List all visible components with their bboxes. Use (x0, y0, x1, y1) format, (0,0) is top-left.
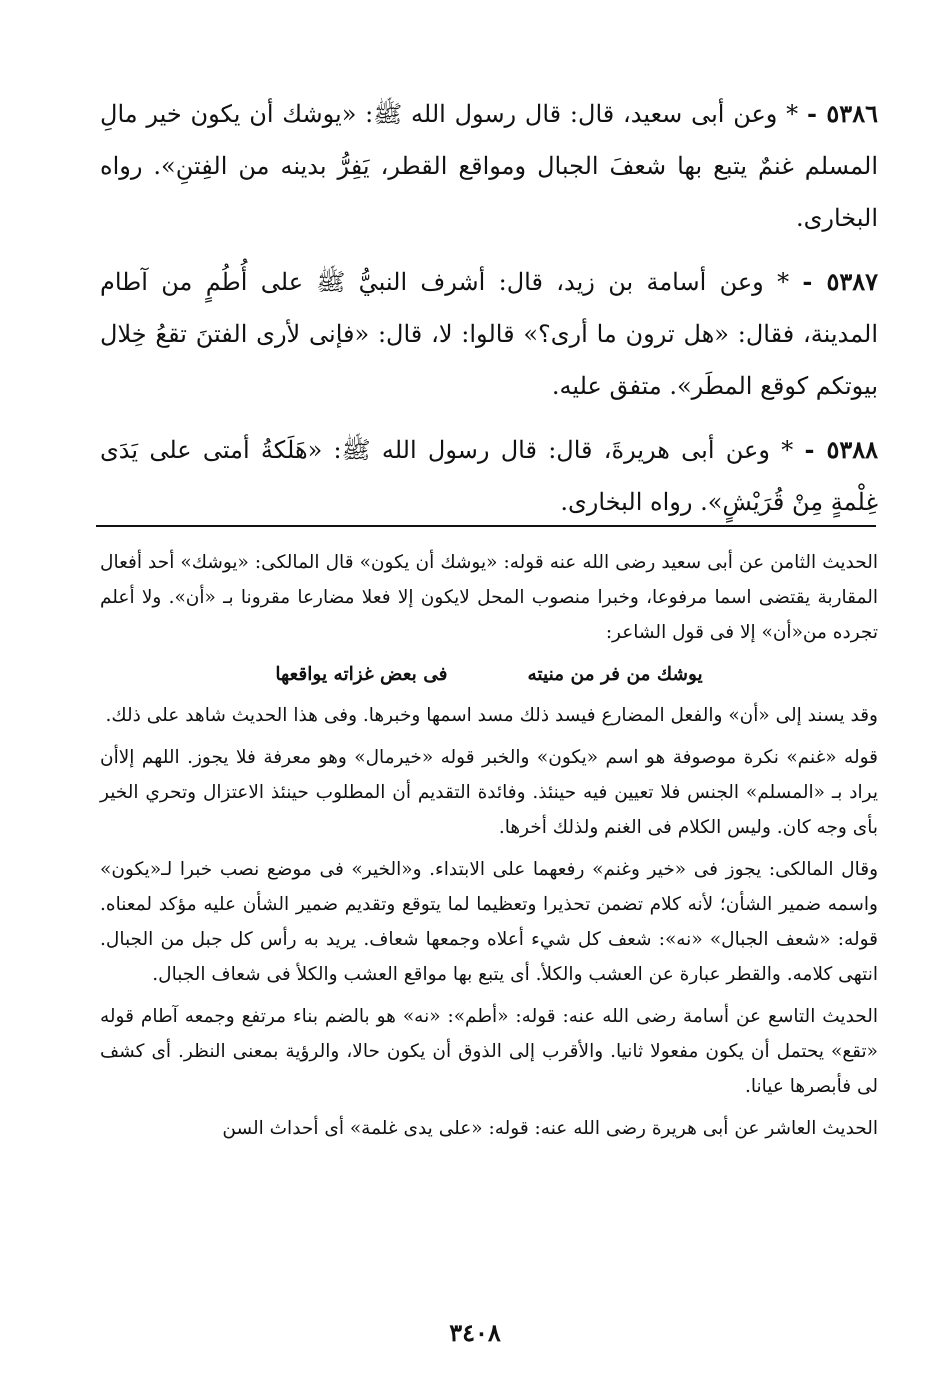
commentary-section (100, 545, 878, 1153)
hadith-body: * وعن أبى سعيد، قال: قال رسول الله ﷺ: «يوشك أن يكون خير مالِ المسلم غنمٌ يتبع بها شعفَ الجبال ومواقع القطر، يَفِرُّ بدينه من الفِتنِ». رواه البخارى. (100, 100, 878, 232)
hadith-number: ٥٣٨٧ - (802, 267, 878, 296)
commentary-paragraph: وقال المالكى: يجوز فى «خير وغنم» رفعهما على الابتداء. و«الخير» فى موضع نصب خبرا لـ«يكون» واسمه ضمير الشأن؛ لأنه كلام تضمن تحذيرا وتعظيما لما يتوقع وتقديم ضمير الشأن عليه مؤكد لمعناه. قوله: «شعف الجبال» «نه»: شعف كل شيء أعلاه وجمعها شعاف. يريد به رأس كل جبل من الجبال. انتهى كلامه. والقطر عبارة عن العشب والكلأ. أى يتبع بها مواقع العشب والكلأ فى شعاف الجبال. (100, 859, 879, 985)
section-divider (96, 525, 876, 527)
page-number: ٣٤٠٨ (449, 1318, 501, 1347)
commentary-paragraph: الحديث العاشر عن أبى هريرة رضى الله عنه: قوله: «على يدى غلمة» أى أحداث السن (222, 1118, 878, 1139)
commentary-paragraph: الحديث التاسع عن أسامة رضى الله عنه: قوله: «أطم»: «نه» هو بالضم بناء مرتفع وجمعه آطام قوله «تقع» يحتمل أن يكون مفعولا ثانيا. والأقرب إلى الذوق أن يكون حالا، والرؤية بمعنى النظر. أى كشف لى فأبصرها عيانا. (100, 1006, 878, 1097)
hadith-text-section (100, 88, 878, 540)
commentary-paragraph: الحديث الثامن عن أبى سعيد رضى الله عنه قوله: «يوشك أن يكون» قال المالكى: «يوشك» أحد أفعال المقاربة يقتضى اسما مرفوعا، وخبرا منصوب المحل لايكون إلا فعلا مضارعا مقرونا بـ «أن». ولا أعلم تجرده من«أن» إلا فى قول الشاعر: (100, 552, 878, 643)
hadith-5388 (100, 424, 878, 528)
hadith-5387 (100, 256, 878, 412)
hadith-body: * وعن أبى هريرةَ، قال: قال رسول الله ﷺ: «هَلَكةُ أمتى على يَدَى غِلْمةٍ مِنْ قُرَيْشٍ». رواه البخارى. (100, 436, 878, 516)
hadith-number: ٥٣٨٨ - (804, 435, 878, 464)
hadith-5386 (100, 88, 878, 244)
hadith-body: * وعن أسامة بن زيد، قال: أشرف النبيُّ ﷺ على أُطُمٍ من آطام المدينة، فقال: «هل ترون ما أرى؟» قالوا: لا، قال: «فإنى لأرى الفتنَ تقعُ خِلال بيوتكم كوقع المطَر». متفق عليه. (100, 268, 878, 400)
poem-hemistich: يوشك من فر من منيته (527, 664, 703, 685)
poem-verse (100, 657, 878, 692)
poem-hemistich: فى بعض غزاته يواقعها (275, 664, 448, 685)
commentary-paragraph: قوله «غنم» نكرة موصوفة هو اسم «يكون» والخبر قوله «خيرمال» وهو معرفة فلا يجوز. اللهم إلاأن يراد بـ «المسلم» الجنس فلا تعيين فيه حينئذ. وفائدة التقديم أن المطلوب حينئذ الاعتزال وتحري الخير بأى وجه كان. وليس الكلام فى الغنم ولذلك أخرها. (100, 747, 878, 838)
hadith-number: ٥٣٨٦ - (806, 99, 878, 128)
commentary-paragraph: وقد يسند إلى «أن» والفعل المضارع فيسد ذلك مسد اسمها وخبرها. وفى هذا الحديث شاهد على ذلك. (105, 705, 878, 726)
